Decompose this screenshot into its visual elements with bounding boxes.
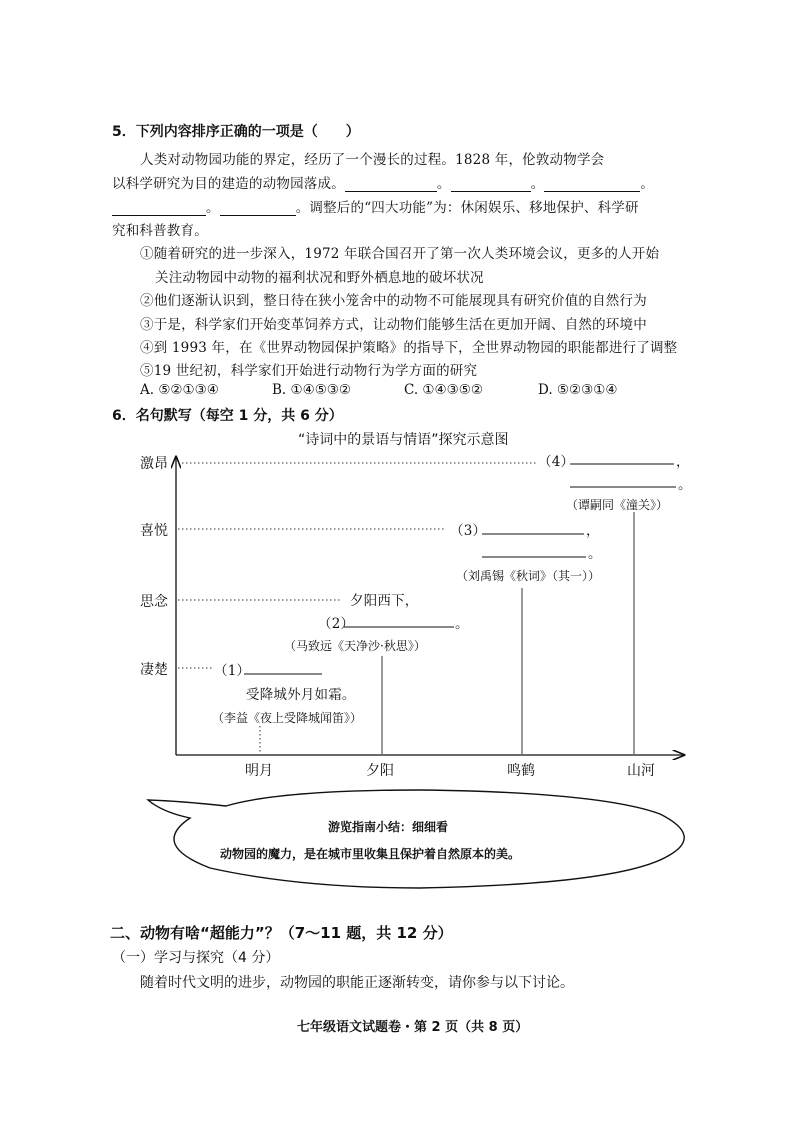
blank-2-period: 。 [455, 616, 469, 632]
blank-4-comma: ， [676, 454, 690, 470]
callout-bubble [148, 790, 684, 888]
poem-4-source: （谭嗣同《潼关》） [566, 498, 669, 512]
poem-1-line: 受降城外月如霜。 [246, 687, 356, 703]
blank-2-label[interactable]: （2） [318, 616, 355, 632]
poem-2-source: （马致远《天净沙·秋思》） [284, 639, 426, 653]
poem-3-source: （刘禹锡《秋词》（其一）） [456, 569, 601, 583]
x-label-minghe: 鸣鹤 [507, 763, 535, 779]
x-label-mingyue: 明月 [245, 763, 273, 779]
blank-1-label[interactable]: （1） [214, 663, 251, 679]
poem-1-source: （李益《夜上受降城闻笛》） [212, 711, 363, 725]
q5-item-1-cont: 关注动物园中动物的福利状况和野外栖息地的破坏状况 [155, 270, 484, 286]
q5-option-c[interactable]: C. ①④③⑤② [404, 382, 483, 398]
x-label-xiyang: 夕阳 [366, 763, 394, 779]
y-label-sinian: 思念 [140, 594, 168, 610]
blank-4-period: 。 [678, 477, 692, 493]
section-2-title: 二、动物有啥“超能力”？（7～11 题，共 12 分） [110, 924, 453, 942]
y-label-qichu: 凄楚 [140, 662, 168, 678]
q5-period: 。 [436, 176, 451, 192]
q5-period: 。 [530, 176, 545, 192]
poem-2-line: 夕阳西下， [350, 593, 419, 609]
section-2-subtitle: （一）学习与探究（4 分） [112, 950, 280, 966]
q5-item-1: ①随着研究的进一步深入，1972 年联合国召开了第一次人类环境会议，更多的人开始 [140, 246, 660, 262]
q5-option-b[interactable]: B. ①④⑤③② [272, 382, 352, 398]
q5-option-a[interactable]: A. ⑤②①③④ [140, 382, 219, 398]
q5-intro-text: 以科学研究为目的建造的动物园落成。 [112, 176, 345, 192]
y-label-jiang: 激昂 [140, 456, 168, 472]
blank-3-period: 。 [588, 546, 602, 562]
q5-item-4: ④到 1993 年，在《世界动物园保护策略》的指导下，全世界动物园的职能都进行了调整 [140, 340, 678, 356]
blank-3-comma: ， [586, 523, 600, 539]
q6-title: 6．名句默写（每空 1 分，共 6 分） [112, 408, 343, 424]
blank-4-label[interactable]: （4） [538, 454, 575, 470]
y-label-xiyue: 喜悦 [140, 523, 168, 539]
callout-text: 动物园的魔力，是在城市里收集且保护着自然原本的美。 [220, 847, 521, 861]
q5-period: 。 [640, 176, 655, 192]
q5-item-5: ⑤19 世纪初，科学家们开始进行动物行为学方面的研究 [140, 363, 478, 379]
q5-period: 。 [206, 200, 220, 216]
x-label-shanhe: 山河 [627, 763, 655, 779]
callout-title: 游览指南小结：细细看 [328, 820, 449, 834]
q5-option-d[interactable]: D. ⑤②③①④ [538, 382, 618, 398]
diagram-title: “诗词中的景语与情语”探究示意图 [298, 432, 509, 448]
q5-intro-line-4: 究和科普教育。 [112, 223, 208, 239]
q5-item-2: ②他们逐渐认识到，整日待在狭小笼舍中的动物不可能展现具有研究价值的自然行为 [140, 293, 647, 309]
q5-intro-line-1: 人类对动物园功能的界定，经历了一个漫长的过程。1828 年，伦敦动物学会 [140, 152, 605, 168]
page-footer: 七年级语文试题卷・第 2 页（共 8 页） [297, 1020, 529, 1035]
section-2-text: 随着时代文明的进步，动物园的职能正逐渐转变，请你参与以下讨论。 [140, 975, 574, 991]
q5-title: 5．下列内容排序正确的一项是（ ） [112, 124, 360, 140]
q5-item-3: ③于是，科学家们开始变革饲养方式，让动物们能够生活在更加开阔、自然的环境中 [140, 317, 647, 333]
blank-3-label[interactable]: （3） [450, 523, 487, 539]
q5-intro-text: 。调整后的“四大功能”为：休闲娱乐、移地保护、科学研 [295, 200, 639, 216]
